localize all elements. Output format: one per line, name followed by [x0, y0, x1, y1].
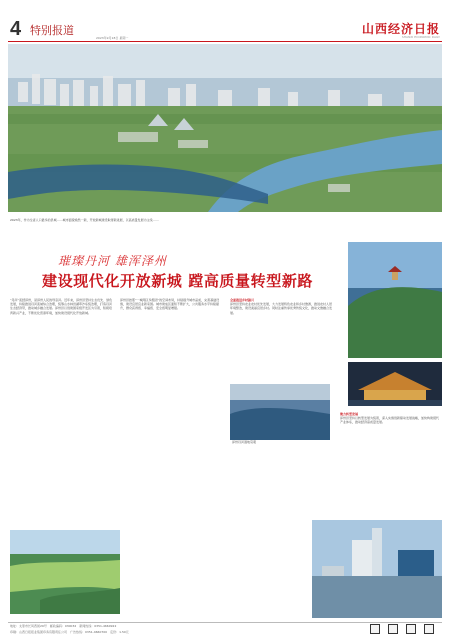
article-column-2: 泽州县按照“一城两区多组团”的空间布局，持续提升城市品质，完善基础设施，建设宜居宜业新家园。城市建成区面积不断扩大，公共服务水平持续提升，群众获得感、幸福感、安全感明显增强。	[120, 298, 220, 311]
main-headline: 建设现代化开放新城 蹚高质量转型新路	[42, 272, 314, 290]
aerial-city-photo	[8, 44, 442, 212]
masthead-english: SHANXI ECONOMIC DAILY	[401, 35, 440, 39]
footer-line-2: 印刷：山西日报报业集团印务有限责任公司 广告热线：0351-4660700 定价：1.50元	[10, 630, 129, 634]
lake-photo	[230, 384, 330, 440]
qr-code-icon	[370, 624, 380, 634]
scenic-caption: 泽州丹河湿地景观	[232, 440, 257, 444]
header-rule	[8, 41, 442, 42]
qr-code-icon	[388, 624, 398, 634]
section-title: 特别报道	[30, 24, 74, 37]
intro-text: 2023年，作为全省人口最多的县城……城市面貌焕然一新，开放新城建设取得新进展，以高质量发展为主线……	[10, 218, 159, 222]
body-text: 泽州县坚持以转型发展为统领，深入实施创新驱动发展战略，加快构建现代产业体系，推动经济高质量发展。	[340, 416, 440, 425]
park-photo	[10, 530, 120, 614]
footer-rule	[8, 622, 442, 623]
subheading: 聚力转型发展	[340, 412, 359, 416]
industrial-park-photo	[312, 520, 442, 618]
subheading: 全面推进乡村振兴	[230, 298, 255, 302]
article-column-1: “丹河”流经泽州，是泽州人民的母亲河。近年来，泽州县坚持生态优先、绿色发展，持续推进丹河流域综合治理，统筹山水林田湖草沙系统治理，打造丹河生态经济带，推动城乡融合发展。泽州县以创建国家级开发区为引领，积极培育新兴产业，不断优化营商环境，加快建设现代化开放新城。	[10, 298, 113, 315]
qr-code-icon	[406, 624, 416, 634]
issue-date: 2023年9月18日 星期一	[96, 36, 129, 40]
qr-code-icon	[424, 624, 434, 634]
body-text: 泽州县坚持农业农村优先发展，大力发展特色农业和乡村旅游，推进农村人居环境整治，建设美丽宜居乡村。同时注重传承优秀传统文化，推动文旅融合发展。	[230, 302, 333, 315]
pagoda-night-photo	[348, 362, 442, 406]
page-number: 4	[10, 18, 22, 40]
slogan-banner: 璀璨丹河 雄浑泽州	[58, 254, 167, 268]
temple-photo	[348, 242, 442, 358]
newspaper-masthead: 山西经济日报	[361, 22, 440, 36]
page-header	[0, 0, 450, 42]
article-column-4	[340, 412, 440, 476]
footer-line-1: 地址：太原市长风西街29号 邮政编码：030032 新闻热线：0351-4660922	[10, 624, 117, 628]
